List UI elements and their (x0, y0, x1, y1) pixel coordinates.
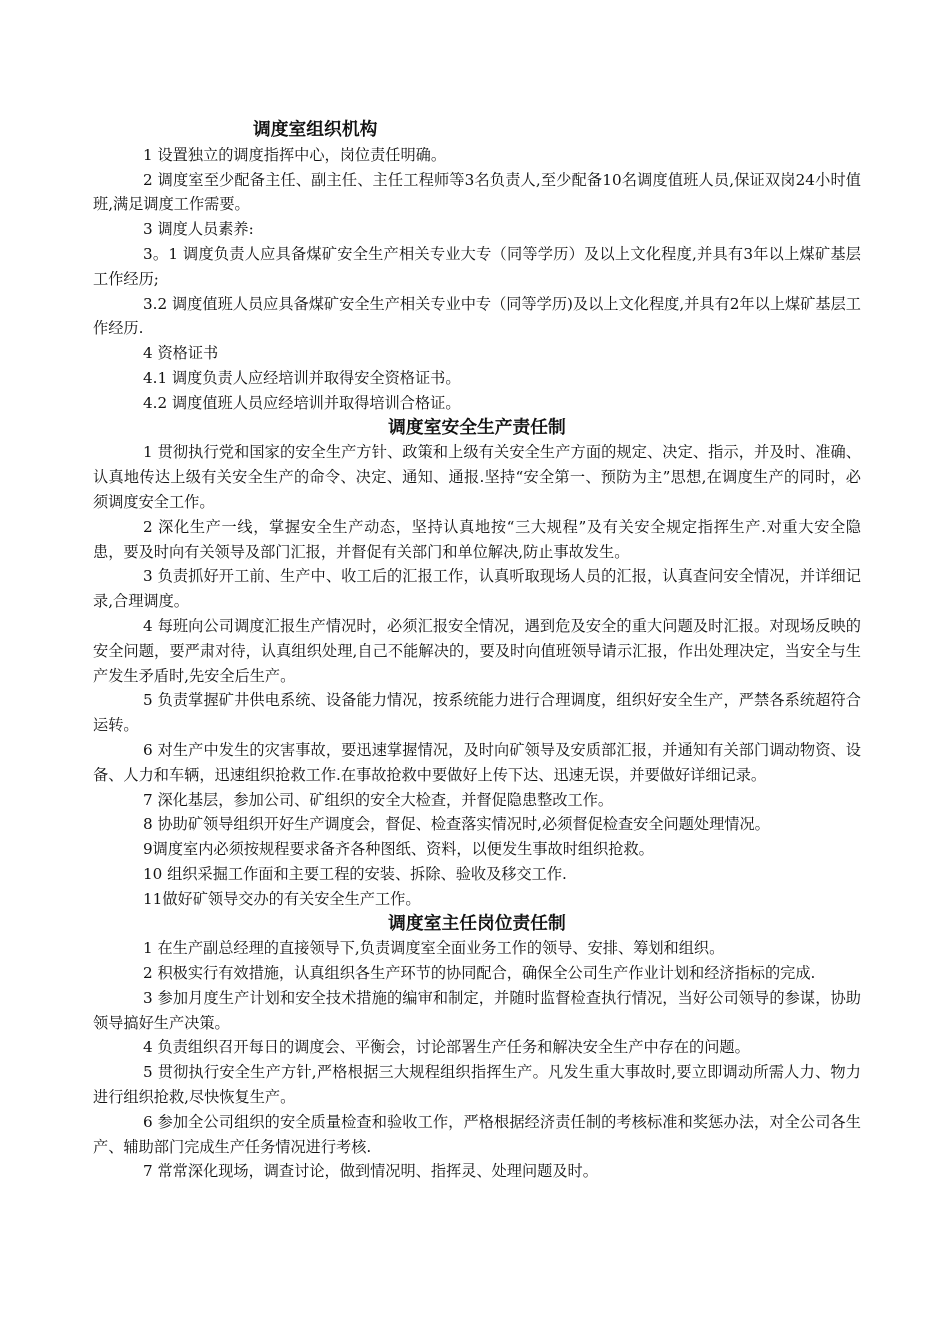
section-organization (93, 118, 861, 416)
paragraph: 1 在生产副总经理的直接领导下,负责调度室全面业务工作的领导、安排、筹划和组织。 (143, 939, 725, 958)
paragraph: 3 调度人员素养: (143, 220, 254, 239)
paragraph: 4 每班向公司调度汇报生产情况时，必须汇报安全情况，遇到危及安全的重大问题及时汇报。对现场反映的安全问题，要严肃对待，认真组织处理,自己不能解决的，要及时向值班领导请示汇报，作出处理决定，当安全与生产发生矛盾时,先安全后生产。 (93, 616, 861, 685)
paragraph: 3 参加月度生产计划和安全技术措施的编审和制定，并随时监督检查执行情况，当好公司领导的参谋，协助领导搞好生产决策。 (93, 988, 861, 1032)
section-title: 调度室组织机构 (253, 119, 378, 140)
paragraph: 7 常常深化现场，调查讨论，做到情况明、指挥灵、处理问题及时。 (143, 1162, 598, 1181)
paragraph: 3 负责抓好开工前、生产中、收工后的汇报工作，认真听取现场人员的汇报，认真查问安全情况，并详细记录,合理调度。 (93, 567, 861, 611)
section-title: 调度室安全生产责任制 (388, 416, 566, 438)
paragraph: 8 协助矿领导组织开好生产调度会，督促、检查落实情况时,必须督促检查安全问题处理情况。 (143, 815, 770, 834)
paragraph: 1 设置独立的调度指挥中心，岗位责任明确。 (143, 145, 447, 164)
paragraph: 10 组织采掘工作面和主要工程的安装、拆除、验收及移交工作. (143, 864, 567, 883)
paragraph: 6 对生产中发生的灾害事故，要迅速掌握情况，及时向矿领导及安质部汇报，并通知有关部门调动物资、设备、人力和车辆，迅速组织抢救工作.在事故抢救中要做好上传下达、迅速无误，并要做好详细记录。 (93, 740, 861, 784)
paragraph: 3.2 调度值班人员应具备煤矿安全生产相关专业中专（同等学历)及以上文化程度,并具有2年以上煤矿基层工作经历. (93, 294, 861, 338)
paragraph: 4 负责组织召开每日的调度会、平衡会，讨论部署生产任务和解决安全生产中存在的问题。 (143, 1038, 750, 1057)
paragraph: 4.2 调度值班人员应经培训并取得培训合格证。 (143, 393, 461, 412)
paragraph: 9调度室内必须按规程要求备齐各种图纸、资料，以便发生事故时组织抢救。 (143, 840, 654, 859)
paragraph: 3。1 调度负责人应具备煤矿安全生产相关专业大专（同等学历）及以上文化程度,并具有3年以上煤矿基层工作经历; (93, 244, 861, 288)
paragraph: 5 贯彻执行安全生产方针,严格根据三大规程组织指挥生产。凡发生重大事故时,要立即调动所需人力、物力进行组织抢救,尽快恢复生产。 (93, 1063, 861, 1107)
document-page (93, 118, 861, 1184)
paragraph: 1 贯彻执行党和国家的安全生产方针、政策和上级有关安全生产方面的规定、决定、指示，并及时、准确、认真地传达上级有关安全生产的命令、决定、通知、通报.坚持“安全第一、预防为主”思想,在调度生产的同时，必须调度安全工作。 (93, 443, 861, 511)
paragraph: 11做好矿领导交办的有关安全生产工作。 (143, 889, 421, 908)
paragraph: 7 深化基层，参加公司、矿组织的安全大检查，并督促隐患整改工作。 (143, 790, 614, 809)
paragraph: 4 资格证书 (143, 344, 219, 363)
section-safety-responsibility (93, 416, 861, 912)
paragraph: 5 负责掌握矿井供电系统、设备能力情况，按系统能力进行合理调度，组织好安全生产，严禁各系统超符合运转。 (93, 691, 861, 735)
section-title: 调度室主任岗位责任制 (388, 912, 566, 934)
section-director-responsibility (93, 912, 861, 1185)
paragraph: 2 积极实行有效措施，认真组织各生产环节的协同配合，确保全公司生产作业计划和经济指标的完成. (143, 964, 816, 983)
paragraph: 2 调度室至少配备主任、副主任、主任工程师等3名负责人,至少配备10名调度值班人员,保证双岗24小时值班,满足调度工作需要。 (93, 170, 861, 214)
paragraph: 2 深化生产一线，掌握安全生产动态，坚持认真地按“三大规程”及有关安全规定指挥生产.对重大安全隐患，要及时向有关领导及部门汇报，并督促有关部门和单位解决,防止事故发生。 (93, 517, 861, 561)
paragraph: 6 参加全公司组织的安全质量检查和验收工作，严格根据经济责任制的考核标准和奖惩办法，对全公司各生产、辅助部门完成生产任务情况进行考核. (93, 1112, 861, 1156)
paragraph: 4.1 调度负责人应经培训并取得安全资格证书。 (143, 368, 461, 387)
